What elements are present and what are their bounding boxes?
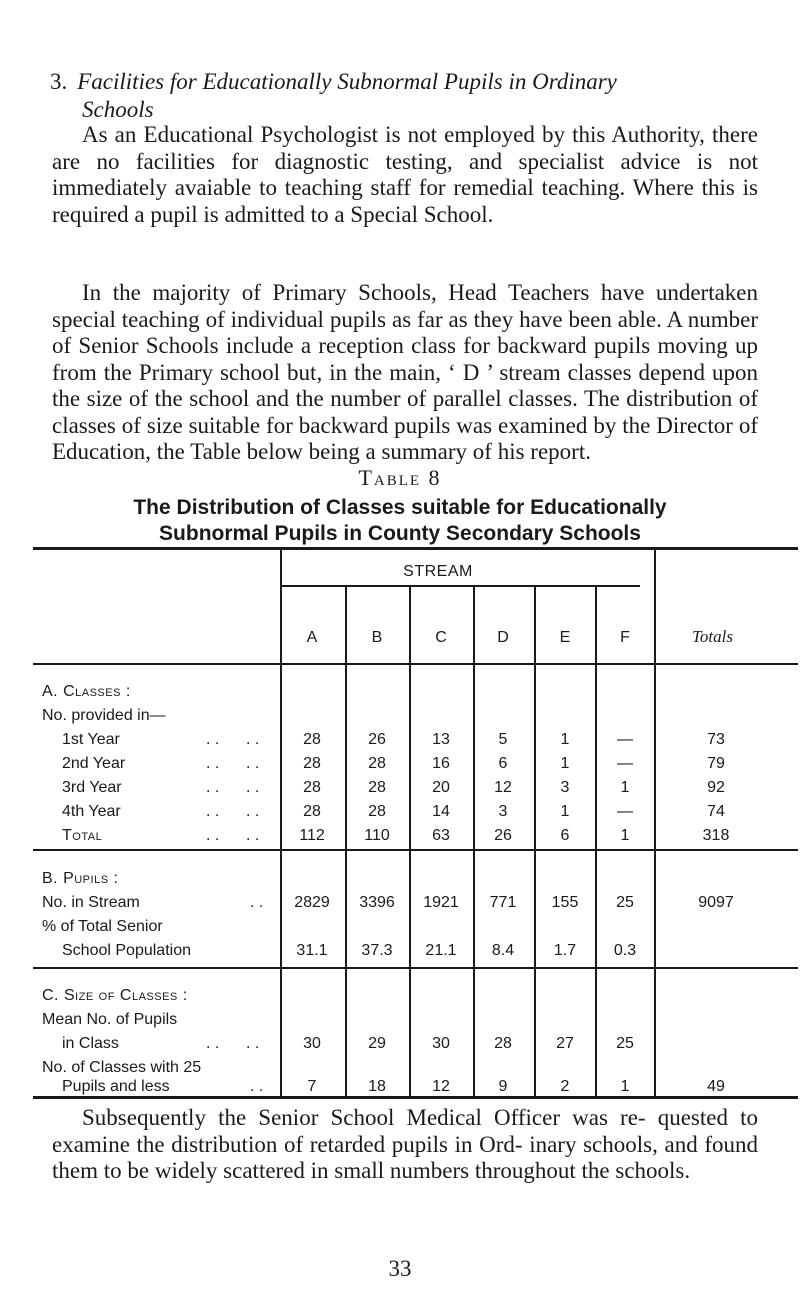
cell-a: 31.1 — [296, 942, 328, 959]
leader-dots: . . — [250, 1078, 264, 1095]
cell-c: 16 — [432, 755, 450, 772]
cell-b: 28 — [368, 779, 386, 796]
cell-e: 27 — [556, 1035, 574, 1052]
row-label-line1: No. of Classes with 25 — [42, 1059, 202, 1076]
page-number: 33 — [388, 1256, 412, 1281]
cell-e: 1 — [560, 755, 570, 772]
cell-e: 3 — [560, 779, 570, 796]
cell-b: 29 — [368, 1035, 386, 1052]
cell-a: 28 — [303, 779, 321, 796]
leader-dots: . . . . — [206, 803, 260, 820]
cell-b: 37.3 — [361, 942, 393, 959]
cell-b: 3396 — [359, 894, 395, 911]
section-c-title: C. Size of Classes : — [42, 987, 188, 1004]
row-label: 1st Year — [62, 731, 120, 748]
section-title-line2: Schools — [82, 97, 154, 122]
cell-f: 1 — [620, 827, 630, 844]
cell-e: 1.7 — [553, 942, 577, 959]
cell-e: 1 — [560, 731, 570, 748]
cell-e: 6 — [560, 827, 570, 844]
cell-f: 1 — [620, 779, 630, 796]
cell-total: 318 — [702, 827, 730, 844]
col-header-c: C — [435, 629, 447, 646]
paragraph-1: As an Educational Psychologist is not employed by this Authority, there are no facilities for diagnostic testing, and specialist advice is not immediately avaiable to teaching staff for remedial teaching. Where this is required a pupil is admitted to a Special School. — [52, 122, 758, 227]
cell-c: 63 — [432, 827, 450, 844]
cell-c: 14 — [432, 803, 450, 820]
row-label: Total — [62, 827, 103, 844]
cell-e: 155 — [551, 894, 579, 911]
section-a-bottom-rule — [33, 849, 798, 851]
cell-c: 13 — [432, 731, 450, 748]
table-caption — [0, 495, 800, 547]
distribution-table — [42, 547, 798, 1099]
col-header-d: D — [497, 629, 509, 646]
leader-dots: . . . . — [206, 755, 260, 772]
cell-d: 28 — [494, 1035, 512, 1052]
cell-d: 3 — [498, 803, 508, 820]
cell-a: 28 — [303, 755, 321, 772]
section-a-title: A. Classes : — [42, 683, 131, 700]
stream-underline-rule — [280, 585, 640, 587]
leader-dots: . . . . — [206, 779, 260, 796]
table-top-rule — [33, 547, 798, 550]
cell-a: 2829 — [294, 894, 330, 911]
section-a-subtitle: No. provided in— — [42, 707, 166, 724]
leader-dots: . . . . — [206, 731, 260, 748]
cell-c: 20 — [432, 779, 450, 796]
cell-c: 1921 — [423, 894, 459, 911]
row-label-line2: in Class — [62, 1035, 119, 1052]
cell-b: 28 — [368, 803, 386, 820]
cell-d: 8.4 — [491, 942, 515, 959]
cell-total: 49 — [707, 1078, 725, 1095]
section-heading — [50, 68, 750, 124]
section-title-line1: Facilities for Educationally Subnormal Pupils in Ordinary — [77, 69, 617, 94]
section-b-bottom-rule — [33, 967, 798, 969]
table-caption-line1: The Distribution of Classes suitable for Educationally — [133, 496, 667, 519]
table-label: Table 8 — [358, 465, 442, 490]
cell-b: 26 — [368, 731, 386, 748]
row-label-line1: % of Total Senior — [42, 918, 163, 935]
col-header-a: A — [306, 629, 318, 646]
paragraph-3: Subsequently the Senior School Medical Officer was re- quested to examine the distribution of retarded pupils in Ord- inary schools, and found them to be widely scattered in small numbers throughout the schools. — [52, 1105, 758, 1183]
row-label: 3rd Year — [62, 779, 122, 796]
cell-b: 28 — [368, 755, 386, 772]
cell-a: 112 — [299, 827, 325, 844]
row-label-line2: School Population — [62, 942, 191, 959]
cell-d: 9 — [498, 1078, 508, 1095]
section-b-title: B. Pupils : — [42, 870, 119, 887]
cell-a: 7 — [307, 1078, 317, 1095]
cell-e: 1 — [560, 803, 570, 820]
row-label-line1: Mean No. of Pupils — [42, 1011, 178, 1028]
cell-a: 28 — [303, 803, 321, 820]
cell-b: 18 — [368, 1078, 386, 1095]
cell-c: 12 — [432, 1078, 450, 1095]
cell-total: 73 — [707, 731, 725, 748]
cell-d: 771 — [489, 894, 517, 911]
row-label: 4th Year — [62, 803, 121, 820]
row-label-line2: Pupils and less — [62, 1078, 170, 1095]
cell-c: 30 — [432, 1035, 450, 1052]
leader-dots: . . . . — [206, 1035, 260, 1052]
leader-dots: . . — [250, 894, 264, 911]
cell-f: 25 — [616, 894, 634, 911]
section-number: 3. — [50, 69, 68, 94]
table-caption-line2: Subnormal Pupils in County Secondary Schools — [159, 522, 641, 545]
table-bottom-rule — [33, 1096, 798, 1099]
col-header-e: E — [559, 629, 571, 646]
cell-d: 26 — [494, 827, 512, 844]
cell-a: 30 — [303, 1035, 321, 1052]
row-label: No. in Stream — [42, 894, 140, 911]
cell-d: 6 — [498, 755, 508, 772]
cell-c: 21.1 — [425, 942, 457, 959]
leader-dots: . . . . — [206, 827, 260, 844]
cell-f: 1 — [620, 1078, 630, 1095]
row-label: 2nd Year — [62, 755, 126, 772]
cell-e: 2 — [560, 1078, 570, 1095]
header-bottom-rule — [33, 663, 798, 665]
cell-a: 28 — [303, 731, 321, 748]
cell-total: 74 — [707, 803, 725, 820]
col-header-totals: Totals — [692, 627, 733, 646]
cell-total: 92 — [707, 779, 725, 796]
cell-f: 25 — [616, 1035, 634, 1052]
cell-total: 79 — [707, 755, 725, 772]
col-header-f: F — [620, 629, 630, 646]
cell-f: 0.3 — [613, 942, 637, 959]
cell-total: 9097 — [698, 894, 734, 911]
paragraph-2: In the majority of Primary Schools, Head Teachers have undertaken special teaching of individual pupils as far as they have been able. A number of Senior Schools include a reception class for backward pupils moving up from the Primary school but, in the main, ‘ D ’ stream classes depend upon the size of the school and the number of parallel classes. The distribution of classes of size suitable for backward pupils was examined by the Director of Education, the Table below being a summary of his report. — [52, 280, 758, 464]
cell-d: 5 — [498, 731, 508, 748]
stream-header: STREAM — [403, 563, 473, 580]
col-header-b: B — [371, 629, 383, 646]
cell-d: 12 — [494, 779, 512, 796]
cell-f: — — [617, 803, 633, 820]
cell-b: 110 — [364, 827, 390, 844]
cell-f: — — [617, 755, 633, 772]
cell-f: — — [617, 731, 633, 748]
